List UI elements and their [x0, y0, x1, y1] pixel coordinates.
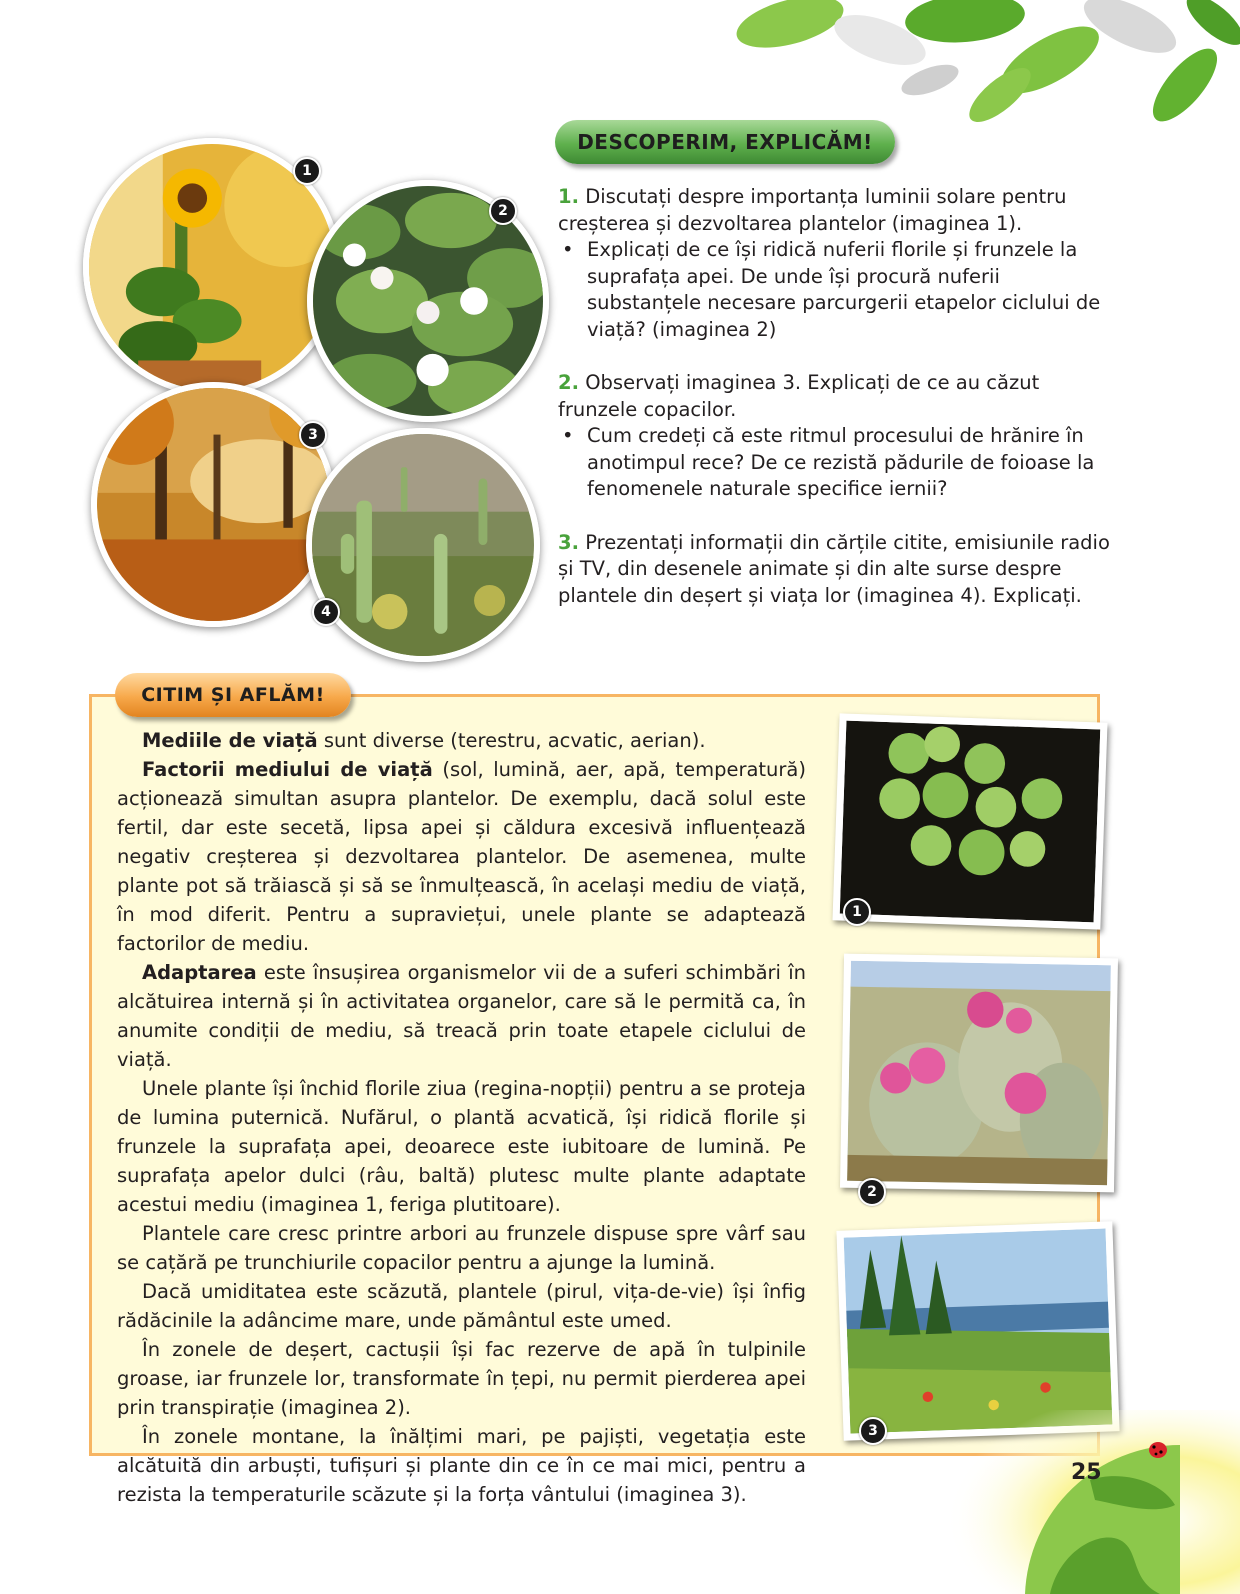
paragraph-7: În zonele de deșert, cactușii își fac rezerve de apă în tulpinile groase, iar frunzele lor, transformate în țepi, nu permit pierderea apei prin transpirație (imaginea 2).	[117, 1338, 806, 1419]
photo-floating-fern	[832, 713, 1107, 929]
page-number: 25	[1071, 1460, 1102, 1485]
photo-number-2: 2	[858, 1178, 886, 1206]
photo-mountain-meadow	[836, 1221, 1119, 1441]
decorative-leaves	[730, 0, 1240, 135]
globe-decoration	[930, 1410, 1240, 1594]
question-2: 2. Observați imaginea 3. Explicați de ce au căzut frunzele copacilor.	[558, 371, 1040, 421]
photo-desert-cacti	[306, 428, 540, 662]
image-number-1: 1	[293, 157, 321, 185]
photo-number-1: 1	[843, 898, 871, 926]
image-number-2: 2	[489, 197, 517, 225]
photo-cactus-flowers	[840, 954, 1118, 1193]
paragraph-1: Mediile de viață sunt diverse (terestru, acvatic, aerian).	[142, 729, 706, 752]
photo-number-3: 3	[859, 1417, 887, 1445]
section-title-discover: DESCOPERIM, EXPLICĂM!	[555, 120, 895, 164]
paragraph-3: Adaptarea este însușirea organismelor vii de a suferi schimbări în alcătuirea internă și în activitatea organelor, care să le permită ca, în anumite condiții de mediu, să treacă prin toate etapele ciclului de viață.	[117, 961, 806, 1071]
paragraph-4: Unele plante își închid florile ziua (regina-nopții) pentru a se proteja de lumina puternică. Nufărul, o plantă acvatică, își ridică florile și frunzele la suprafața apei, deoarece este iubitoare de lumină. Pe suprafața apelor dulci (râu, baltă) plutesc multe plante adaptate acestui mediu (imaginea 1, feriga plutitoare).	[117, 1077, 806, 1216]
image-number-3: 3	[299, 421, 327, 449]
question-3: 3. Prezentați informații din cărțile citite, emisiunile radio și TV, din desenele animate și din alte surse despre plantele din deșert și viața lor (imaginea 4). Explicați.	[558, 530, 1110, 607]
reading-text	[117, 726, 806, 1509]
paragraph-8: În zonele montane, la înălțimi mari, pe pajiști, vegetația este alcătuită din arbuști, tufișuri și plante din ce în ce mai mici, pentru a rezista la temperaturile scăzute și la forța vântului (imaginea 3).	[117, 1425, 806, 1506]
paragraph-2: Factorii mediului de viață (sol, lumină, aer, apă, temperatură) acționează simultan asupra plantelor. De exemplu, dacă solul este fertil, dar este secetă, lipsa apei și căldura excesivă influențează negativ creșterea și dezvoltarea plantelor. De asemenea, multe plante pot să trăiască și să se înmulțească, în același mediu de viață, în mod diferit. Pentru a supraviețui, unele plante se adaptează factorilor de mediu.	[117, 758, 806, 955]
photo-autumn-forest	[91, 382, 336, 627]
image-number-4: 4	[312, 598, 340, 626]
paragraph-6: Dacă umiditatea este scăzută, plantele (pirul, vița-de-vie) își înfig rădăcinile la adâncime mare, unde pământul este umed.	[117, 1280, 806, 1332]
paragraph-5: Plantele care cresc printre arbori au frunzele dispuse spre vârf sau se cațără pe trunchiurile copacilor pentru a ajunge la lumină.	[117, 1222, 806, 1274]
discover-questions	[558, 184, 1118, 609]
question-2-bullet: • Cum credeți că este ritmul procesului de hrănire în anotimpul rece? De ce rezistă pădurile de foioase la fenomenele naturale specifice iernii?	[558, 423, 1118, 503]
question-1-bullet: • Explicați de ce își ridică nuferii florile și frunzele la suprafața apei. De unde își procură nuferii substanțele necesare parcurgerii etapelor ciclului de viață? (imaginea 2)	[558, 237, 1118, 343]
question-1: 1. Discutați despre importanța luminii solare pentru creșterea și dezvoltarea plantelor (imaginea 1).	[558, 185, 1067, 235]
section-title-read: CITIM ȘI AFLĂM!	[115, 673, 351, 717]
